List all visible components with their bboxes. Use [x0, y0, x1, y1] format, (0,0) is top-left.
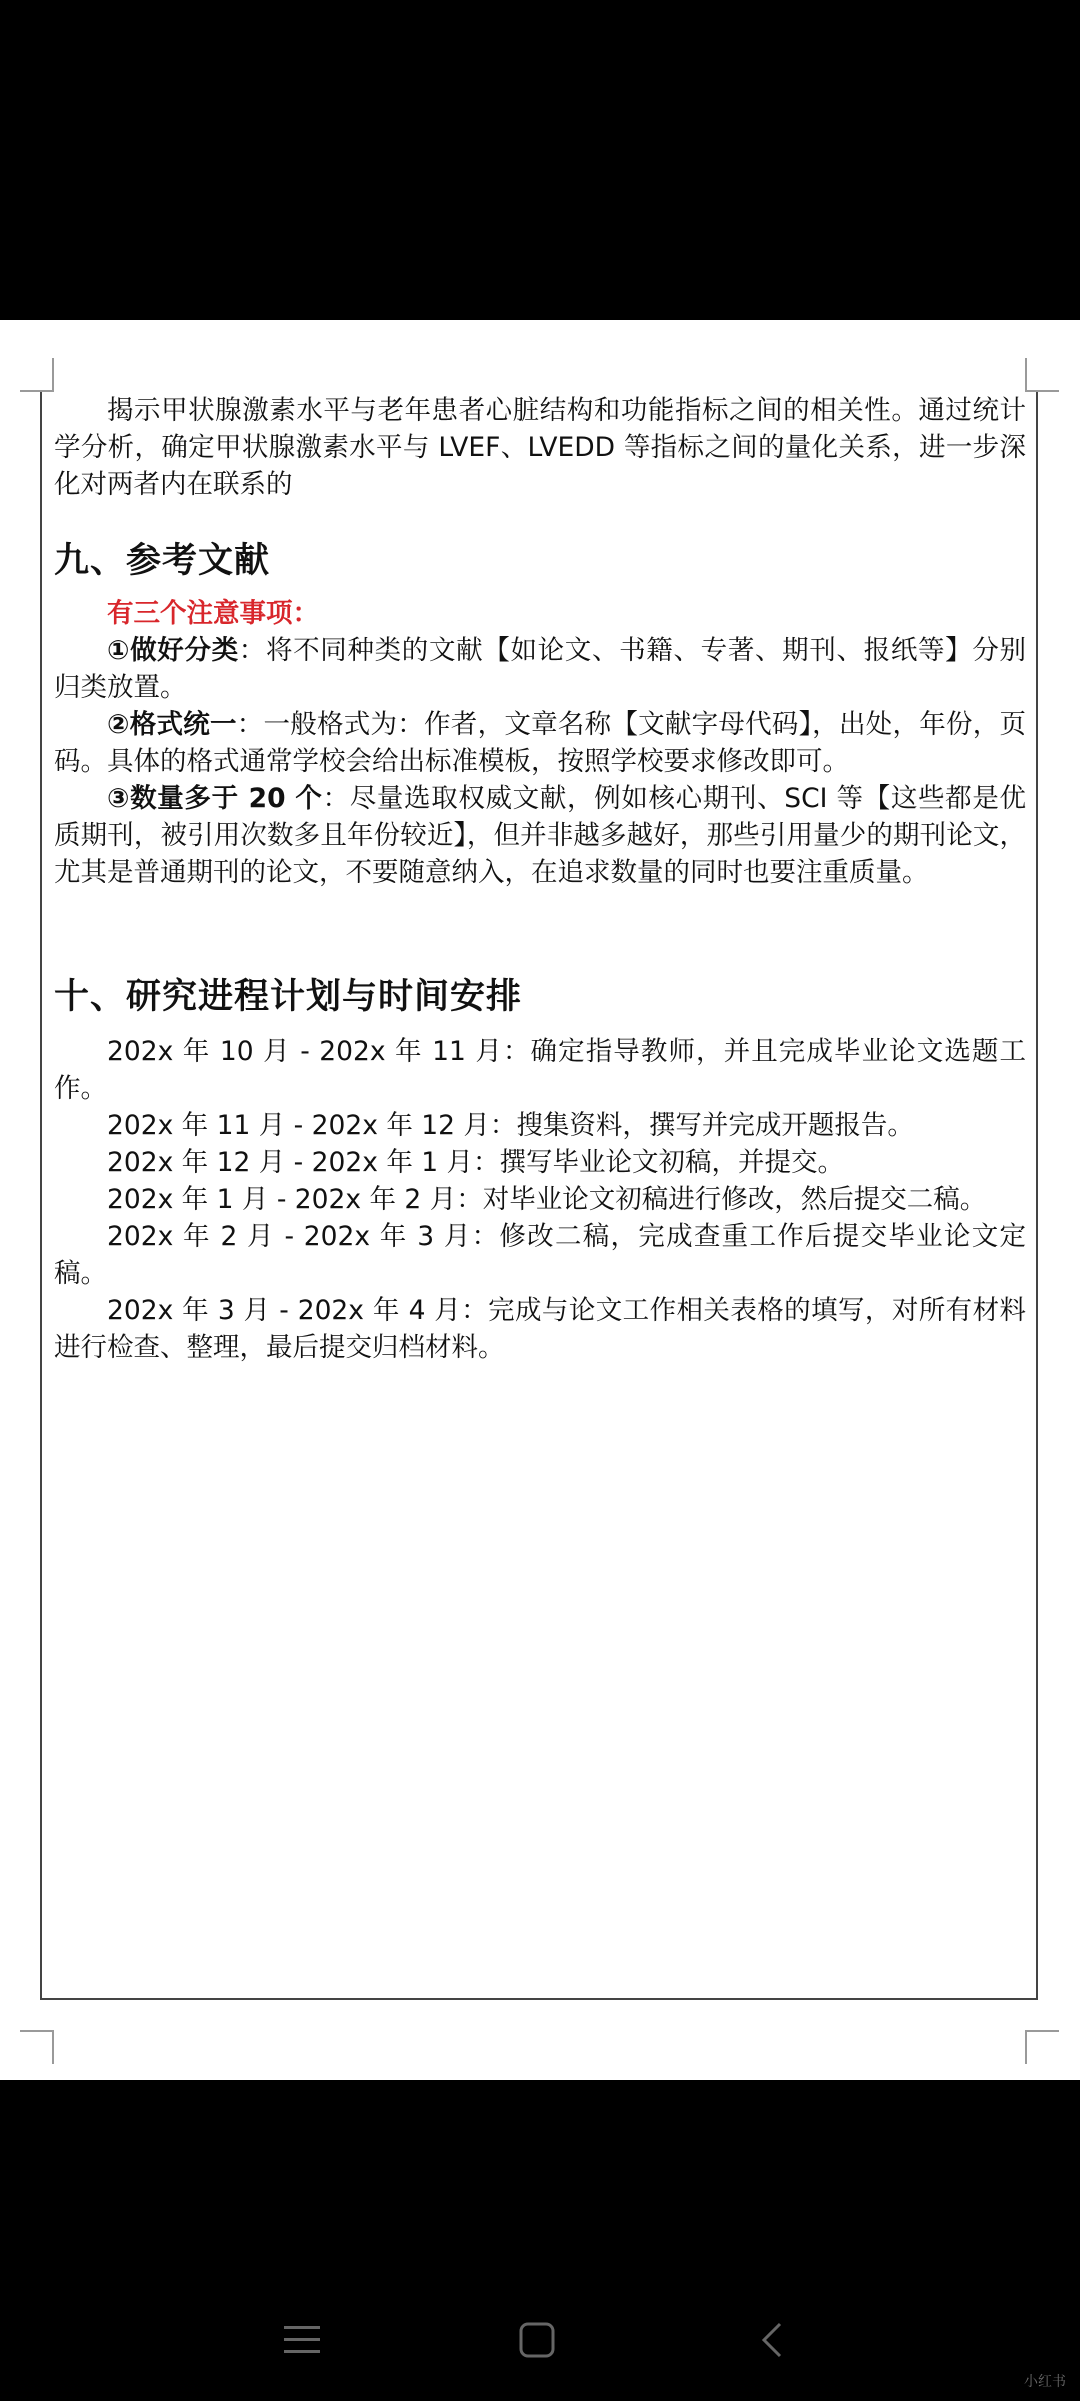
document-body[interactable] [54, 392, 1026, 1366]
page-corner-mark [20, 2030, 54, 2064]
schedule-item: 202x 年 1 月 - 202x 年 2 月：对毕业论文初稿进行修改，然后提交二稿。 [107, 1184, 987, 1215]
paragraph-intro: 揭示甲状腺激素水平与老年患者心脏结构和功能指标之间的相关性。通过统计学分析，确定甲状腺激素水平与 LVEF、LVEDD 等指标之间的量化关系，进一步深化对两者内在联系的 [54, 395, 1026, 500]
section10-title: 十、研究进程计划与时间安排 [54, 977, 523, 1017]
ref-item-text: ：将不同种类的文献【如论文、书籍、专著、期刊、报纸等】分别归类放置。 [54, 635, 1027, 703]
ref-item-lead: ①做好分类 [107, 635, 239, 666]
schedule-item: 202x 年 2 月 - 202x 年 3 月：修改二稿，完成查重工作后提交毕业论文定稿。 [54, 1221, 1026, 1289]
schedule-item: 202x 年 10 月 - 202x 年 11 月：确定指导教师，并且完成毕业论文选题工作。 [54, 1036, 1026, 1104]
schedule-item: 202x 年 12 月 - 202x 年 1 月：撰写毕业论文初稿，并提交。 [107, 1147, 845, 1178]
ref-item-text: ：一般格式为：作者，文章名称【文献字母代码】，出处，年份，页码。具体的格式通常学校会给出标准模板，按照学校要求修改即可。 [54, 709, 1027, 777]
back-icon[interactable] [742, 2310, 802, 2370]
ref-item-3 [54, 780, 1026, 891]
document-page[interactable] [0, 320, 1080, 2080]
schedule-item: 202x 年 3 月 - 202x 年 4 月：完成与论文工作相关表格的填写，对所有材料进行检查、整理，最后提交归档材料。 [54, 1295, 1026, 1363]
page-corner-mark [1025, 2030, 1059, 2064]
schedule-item: 202x 年 11 月 - 202x 年 12 月：搜集资料，撰写并完成开题报告。 [107, 1110, 914, 1141]
section9-notice [54, 595, 1026, 632]
top-black-area [0, 0, 1080, 320]
notice-text: 有三个注意事项： [107, 598, 319, 629]
ref-item-1 [54, 632, 1026, 706]
page-corner-mark [20, 358, 54, 392]
ref-item-lead: ③数量多于 20 个 [107, 783, 323, 814]
home-icon[interactable] [507, 2310, 567, 2370]
ref-item-2 [54, 706, 1026, 780]
ref-item-text: ：尽量选取权威文献，例如核心期刊、SCI 等【这些都是优质期刊，被引用次数多且年份较近】，但并非越多越好，那些引用量少的期刊论文，尤其是普通期刊的论文，不要随意纳入，在追求数量的同时也要注重质量。 [54, 783, 1026, 888]
page-corner-mark [1025, 358, 1059, 392]
menu-icon[interactable] [272, 2310, 332, 2370]
section9-title: 九、参考文献 [54, 541, 271, 581]
ref-item-lead: ②格式统一 [107, 709, 237, 740]
watermark-text: 小红书 [1024, 2374, 1066, 2390]
